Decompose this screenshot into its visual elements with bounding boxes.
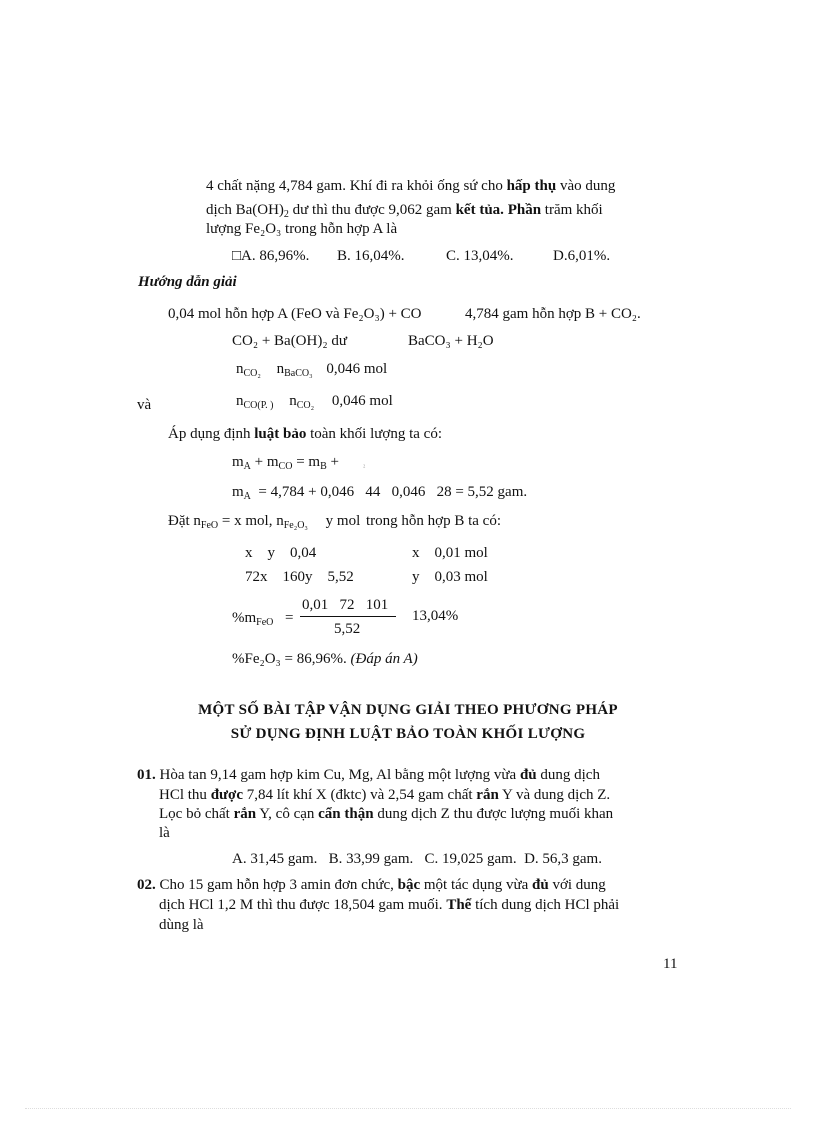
text: Hòa tan 9,14 gam hợp kim Cu, Mg, Al bằng một lượng vừa	[155, 767, 520, 783]
text: Y, cô cạn	[256, 806, 319, 822]
pct-equals: =	[285, 610, 294, 626]
bold-text: đủ	[532, 877, 549, 893]
intro-text: dư thì thu được 9,062 gam	[288, 202, 456, 218]
text: y mol	[325, 513, 361, 529]
subscript: CO₂	[296, 400, 315, 411]
text: toàn khối lượng ta có:	[306, 426, 442, 442]
option-b: B. 16,04%.	[337, 248, 405, 264]
subscript: A	[243, 461, 251, 472]
text: %Fe₂O₃ = 86,96%.	[232, 651, 351, 667]
subscript: Fe₂O₃	[283, 520, 308, 531]
solution-line-2-left: CO₂ + Ba(OH)₂ dư	[232, 333, 347, 349]
text: dịch HCl 1,2 M thì thu được 18,504 gam muối.	[159, 897, 447, 913]
text: Cho 15 gam hỗn hợp 3 amin đơn chức,	[155, 877, 398, 893]
solution-line-1-right: 4,784 gam hỗn hợp B + CO₂.	[465, 306, 641, 322]
text: trong hỗn hợp B ta có:	[366, 513, 501, 529]
intro-bold: kết tủa.	[455, 202, 504, 218]
section-title-line-2: SỬ DỤNG ĐỊNH LUẬT BẢO TOÀN KHỐI LƯỢNG	[230, 726, 586, 742]
text: dung dịch	[536, 767, 600, 783]
text: dung dịch Z thu được lượng muối khan	[373, 806, 614, 822]
subscript: FeO	[256, 617, 274, 628]
intro-text: 4 chất nặng 4,784 gam. Khí đi ra khỏi ống sứ cho	[206, 178, 507, 194]
text: tích dung dịch HCl phải	[471, 897, 620, 913]
question-number: 02.	[137, 877, 156, 893]
solution-va: và	[137, 397, 152, 413]
option-d: D.6,01%.	[553, 248, 611, 264]
text: Y và dung dịch Z.	[498, 787, 611, 803]
q1-line-4: là	[159, 825, 170, 841]
system-left-1: x y 0,04	[245, 545, 317, 561]
subscript: 2	[283, 209, 289, 220]
q1-line-3	[159, 806, 613, 823]
subscript: FeO	[200, 520, 219, 531]
bold-text: cẩn thận	[318, 806, 374, 822]
solution-line-3	[236, 361, 387, 379]
pct-left	[232, 610, 273, 628]
intro-text: vào dung	[556, 178, 616, 194]
n-symbol: n	[276, 361, 285, 377]
text: HCl thu	[159, 787, 211, 803]
q1-line-1	[137, 767, 600, 784]
bold-text: đủ	[519, 767, 537, 783]
intro-bold: hấp thụ	[506, 178, 557, 194]
q1-line-2	[159, 787, 610, 804]
solution-line-4	[236, 393, 393, 411]
text: Đặt n	[168, 513, 201, 529]
solution-line-2-right: BaCO₃ + H₂O	[408, 333, 494, 349]
text: với dung	[548, 877, 606, 893]
bold-text: bậc	[397, 877, 421, 893]
intro-bold: Phần	[503, 202, 542, 218]
intro-line-3: lượng Fe₂O₃ trong hỗn hợp A là	[206, 221, 398, 237]
system-right-1: x 0,01 mol	[412, 545, 488, 561]
bold-text: được	[210, 787, 243, 803]
text: = m	[292, 454, 321, 470]
system-left-2: 72x 160y 5,52	[245, 569, 354, 585]
value: 0,046 mol	[331, 393, 393, 409]
subscript: CO	[278, 461, 293, 472]
system-right-2: y 0,03 mol	[412, 569, 488, 585]
solution-line-6	[232, 454, 365, 472]
subscript: BaCO₃	[284, 368, 313, 379]
bold-text: luật bảo	[254, 426, 307, 442]
text: 7,84 lít khí X (đktc) và 2,54 gam chất	[243, 787, 477, 803]
question-number: 01.	[137, 767, 156, 783]
fraction-bar	[300, 616, 396, 617]
text: một tác dụng vừa	[420, 877, 532, 893]
subscript: B	[320, 461, 327, 472]
bold-text: rắn	[476, 787, 499, 803]
text: Áp dụng định	[168, 426, 255, 442]
guide-heading: Hướng dẫn giải	[138, 274, 237, 290]
intro-line-2	[206, 202, 603, 220]
n-symbol: n	[289, 393, 297, 409]
m-symbol: m	[232, 484, 244, 500]
option-c: C. 13,04%.	[446, 248, 514, 264]
text: + m	[250, 454, 279, 470]
solution-line-1-left: 0,04 mol hỗn hợp A (FeO và Fe₂O₃) + CO	[168, 306, 422, 322]
page-bottom-rule	[25, 1108, 791, 1109]
solution-line-5	[168, 426, 442, 443]
pct-denominator: 5,52	[334, 621, 361, 637]
q1-options: A. 31,45 gam. B. 33,99 gam. C. 19,025 gam. D. 56,3 gam.	[232, 851, 602, 867]
m-symbol: m	[232, 454, 244, 470]
value: 0,046 mol	[326, 361, 388, 377]
text: Lọc bỏ chất	[159, 806, 234, 822]
bold-text: rắn	[233, 806, 257, 822]
pct-numerator: 0,01 72 101	[302, 597, 389, 613]
text: +	[326, 454, 339, 470]
answer-note: (Đáp án A)	[350, 651, 418, 667]
faint-subscript: ₂	[362, 460, 366, 468]
n-symbol: n	[236, 361, 244, 377]
option-a: □A. 86,96%.	[232, 248, 310, 264]
bold-text: Thể	[446, 897, 472, 913]
subscript: CO(P. )	[243, 400, 274, 411]
solution-line-8	[168, 513, 501, 531]
intro-text: dịch Ba(OH)	[206, 202, 284, 218]
q2-line-3: dùng là	[159, 917, 204, 933]
n-symbol: n	[236, 393, 244, 409]
final-answer	[232, 651, 418, 668]
text: %m	[232, 610, 257, 626]
page-number: 11	[663, 956, 678, 972]
expression: = 4,784 + 0,046 44 0,046 28 = 5,52 gam.	[250, 484, 528, 500]
intro-text: trăm khối	[541, 202, 603, 218]
subscript: CO₂	[243, 368, 261, 379]
subscript: A	[243, 491, 251, 502]
q2-line-1	[137, 877, 606, 894]
section-title-line-1: MỘT SỐ BÀI TẬP VẬN DỤNG GIẢI THEO PHƯƠNG PHÁP	[198, 702, 618, 718]
q2-line-2	[159, 897, 619, 914]
intro-line-1	[206, 178, 615, 195]
text: = x mol, n	[218, 513, 284, 529]
pct-value: 13,04%	[412, 608, 459, 624]
solution-line-7	[232, 484, 527, 502]
